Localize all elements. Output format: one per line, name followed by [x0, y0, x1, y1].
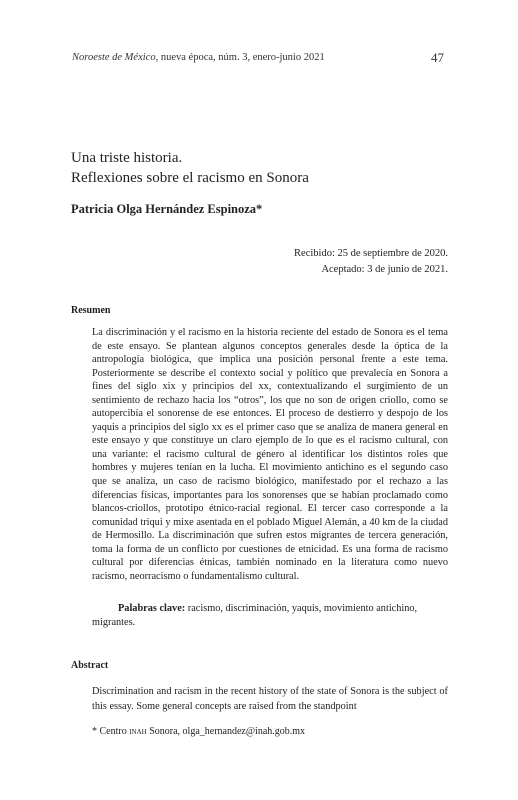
author-name: Patricia Olga Hernández Espinoza* [71, 202, 263, 216]
accepted-date: Aceptado: 3 de junio de 2021. [321, 264, 448, 275]
page-number: 47 [431, 50, 444, 65]
footnote-institution: inah [129, 726, 147, 737]
issue-info: , nueva época, núm. 3, enero-junio 2021 [155, 52, 325, 63]
keywords [92, 602, 448, 629]
title-line-1: Una triste historia. [71, 150, 183, 166]
abstract-heading: Abstract [71, 660, 109, 671]
journal-name: Noroeste de México [72, 52, 156, 63]
keywords-list: racismo, discriminación, yaquis, movimiento antichino, migrantes. [92, 603, 418, 628]
resumen-heading: Resumen [71, 305, 111, 316]
footnote-text: Sonora, olga_hernandez@inah.gob.mx [146, 726, 306, 737]
keywords-label: Palabras clave: [118, 603, 186, 614]
running-head [72, 52, 446, 63]
footnote-prefix: * Centro [92, 726, 130, 737]
submission-dates [200, 246, 448, 278]
abstract-body: Discrimination and racism in the recent history of the state of Sonora is the subject of this essay. Some general concepts are raised from the standpoint [92, 686, 448, 712]
received-date: Recibido: 25 de septiembre de 2020. [294, 248, 448, 259]
title-line-2: Reflexiones sobre el racismo en Sonora [71, 170, 309, 186]
author-footnote [92, 726, 448, 737]
resumen-body [92, 326, 448, 583]
article-title [71, 148, 451, 188]
resumen-paragraph: La discriminación y el racismo en la historia reciente del estado de Sonora es el tema de este ensayo. Se plantean algunos conceptos generales desde la óptica de la antropología biológica, que implica una posición personal frente a este tema. Posteriormente se describe el contexto social y político que prevalecía en Sonora a fines del siglo xix y principios del xx, contextualizando el surgimiento de un sentimiento de rechazo hacia los “otros”, los que no son de origen criollo, como se autopercibía el sonorense de ese entonces. El proceso de destierro y despojo de los yaquis a principios del siglo xx es el primer caso que se analiza de manera general en este ensayo y que constituye un claro ejemplo de lo que es el racismo cultural, con una variante: el racismo cultural de género al identificar los distintos roles que hombres y mujeres tenían en la lucha. El movimiento antichino es el segundo caso que se analiza, un caso de racismo biológico, manifestado por el rechazo a las diferencias físicas, importantes para los sonorenses que se habían proclamado como blancos-criollos, prototipo étnico-racial regional. El tercer caso corresponde a la comunidad triqui y mixe asentada en el poblado Miguel Alemán, a 40 km de la ciudad de Hermosillo. La discriminación que sufren estos migrantes de tercera generación, toma la forma de un conflicto por cuestiones de etnicidad. Es una forma de racismo cultural por diferencias étnicas, también nominado en la literatura como nuevo racismo, neorracismo o fundamentalismo cultural. [92, 327, 448, 582]
